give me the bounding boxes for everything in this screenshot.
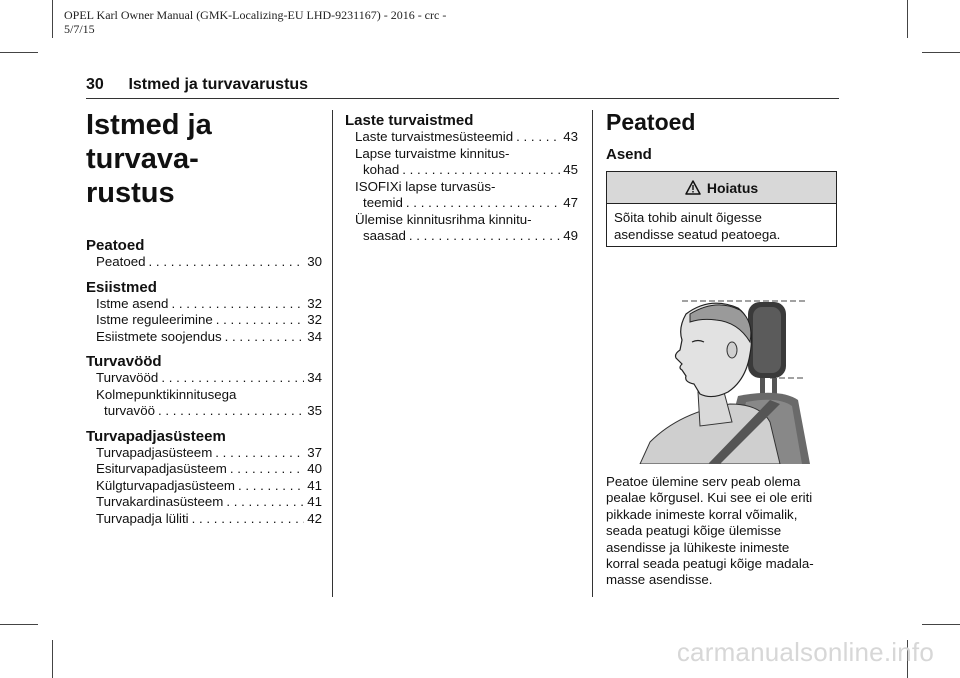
chapter-title-line2: rustus — [86, 177, 175, 209]
crop-mark — [922, 52, 960, 53]
paragraph-line: asendisse ja lühikeste inimeste — [606, 539, 790, 555]
toc-heading: Esiistmed — [86, 278, 157, 296]
paragraph-line: seada peatugi kõige ülemisse — [606, 523, 782, 539]
content-column — [606, 108, 838, 164]
toc-entry-label: Laste turvaistmesüsteemid — [355, 129, 514, 144]
toc-entry[interactable] — [345, 129, 578, 146]
toc-entry-page: 35 — [307, 403, 322, 418]
toc-entry-page: 34 — [307, 370, 322, 385]
head-restraint-illustration-icon — [620, 292, 810, 464]
toc-entry[interactable] — [86, 296, 322, 313]
chapter-title — [86, 108, 322, 210]
toc-entry-page: 32 — [307, 312, 322, 327]
toc-entry-page: 34 — [307, 328, 322, 344]
toc-entry-page: 37 — [307, 444, 322, 460]
toc-entry-page: 49 — [563, 228, 578, 243]
toc-entry-label: Turvapadjasüsteem — [96, 444, 213, 460]
toc-entry-page: 40 — [307, 461, 322, 476]
toc-entry[interactable] — [86, 254, 322, 271]
toc-entry-label: saasad — [363, 228, 406, 243]
toc-entry-label: Esiturvapadjasüsteem — [96, 461, 227, 476]
toc-entry-label: teemid — [363, 195, 403, 210]
toc-entry[interactable] — [86, 494, 322, 511]
toc-entry-first-line[interactable] — [345, 146, 578, 163]
toc-entry-label: Turvavööd — [96, 370, 159, 385]
toc-entry[interactable] — [86, 478, 322, 495]
toc-entry-label: Ülemise kinnitusrihma kinnitu- — [355, 211, 532, 227]
toc-entry-label: turvavöö — [104, 403, 155, 418]
leader-dots — [216, 312, 304, 329]
toc-heading: Turvavööd — [86, 353, 162, 370]
crop-mark — [52, 0, 53, 38]
leader-dots — [516, 129, 560, 146]
watermark: carmanualsonline.info — [676, 637, 934, 667]
toc-entry-label: Külgturvapadjasüsteem — [96, 477, 235, 493]
leader-dots — [238, 478, 304, 495]
toc-entry[interactable] — [86, 461, 322, 478]
leader-dots — [149, 254, 305, 271]
toc-heading: Turvapadjasüsteem — [86, 427, 226, 445]
toc-entry-first-line[interactable] — [86, 387, 322, 404]
leader-dots — [192, 511, 305, 528]
leader-dots — [406, 195, 560, 212]
page-heading — [86, 76, 308, 94]
paragraph-line: pikkade inimeste korral võimalik, — [606, 506, 798, 522]
head-restraint-illustration — [620, 292, 810, 464]
leader-dots — [161, 370, 304, 387]
leader-dots — [225, 329, 305, 346]
paragraph-line: korral seada peatugi kõige madala- — [606, 556, 814, 572]
toc-entry-label: Istme reguleerimine — [96, 312, 213, 327]
toc-heading: Peatoed — [86, 237, 145, 254]
paragraph-line: masse asendisse. — [606, 572, 713, 588]
toc-group — [86, 279, 322, 346]
leader-dots — [409, 228, 560, 245]
leader-dots — [215, 445, 304, 462]
warning-box — [606, 171, 837, 247]
warning-text-line: Sõita tohib ainult õigesse — [614, 210, 762, 225]
warning-text — [607, 204, 836, 249]
toc-group — [86, 428, 322, 528]
toc-entry[interactable] — [86, 403, 322, 420]
toc-entry-label: Turvakardinasüsteem — [96, 494, 224, 509]
toc-entry[interactable] — [345, 195, 578, 212]
paragraph-line: pealae kõrgusel. Kui see ei ole eriti — [606, 490, 813, 506]
toc-entry[interactable] — [86, 511, 322, 528]
leader-dots — [230, 461, 304, 478]
toc-column-1 — [86, 108, 322, 527]
crop-mark — [0, 52, 38, 53]
crop-mark — [907, 0, 908, 38]
toc-entry[interactable] — [86, 370, 322, 387]
toc-entry[interactable] — [86, 312, 322, 329]
toc-entry-page: 43 — [563, 129, 578, 144]
warning-triangle-icon — [685, 180, 701, 195]
toc-entry[interactable] — [345, 228, 578, 245]
toc-entry-first-line[interactable] — [345, 179, 578, 196]
toc-entry-page: 30 — [307, 254, 322, 269]
toc-entry-label: kohad — [363, 162, 400, 177]
toc-group — [86, 353, 322, 420]
toc-entry-page: 47 — [563, 195, 578, 210]
toc-entry-label: Kolmepunktikinnitusega — [96, 386, 237, 402]
page-number: 30 — [86, 76, 104, 93]
leader-dots — [226, 494, 304, 511]
toc-entry-page: 41 — [307, 494, 322, 509]
leader-dots — [158, 403, 304, 420]
toc-entry-first-line[interactable] — [345, 212, 578, 229]
toc-entry[interactable] — [86, 445, 322, 462]
toc-entry-page: 32 — [307, 295, 322, 311]
column-divider — [332, 110, 333, 597]
header-rule — [86, 98, 839, 99]
body-paragraph — [606, 474, 841, 589]
document-header-line2: 5/7/15 — [64, 22, 95, 36]
leader-dots — [171, 296, 304, 313]
toc-entry-label: Istme asend — [96, 295, 169, 311]
toc-entry[interactable] — [86, 329, 322, 346]
crop-mark — [52, 640, 53, 678]
subsection-heading: Asend — [606, 146, 652, 163]
column-divider — [592, 110, 593, 597]
toc-entry-label: ISOFIXi lapse turvasüs- — [355, 178, 496, 194]
crop-mark — [0, 624, 38, 625]
document-header-line1: OPEL Karl Owner Manual (GMK-Localizing-EU LHD-9231167) - 2016 - crc - — [64, 8, 447, 22]
warning-header — [607, 172, 836, 204]
toc-entry-label: Lapse turvaistme kinnitus- — [355, 145, 510, 161]
section-heading: Peatoed — [606, 109, 696, 135]
toc-entry-label: Peatoed — [96, 254, 146, 269]
chapter-title-line1: Istmed ja turvava- — [86, 109, 212, 175]
toc-group — [86, 237, 322, 271]
toc-heading: Laste turvaistmed — [345, 112, 474, 129]
toc-column-2 — [345, 112, 578, 245]
warning-text-line: asendisse seatud peatoega. — [614, 226, 781, 242]
toc-entry-page: 45 — [563, 162, 578, 177]
toc-entry-page: 41 — [307, 477, 322, 493]
document-header — [64, 8, 446, 36]
section-title: Istmed ja turvavarustus — [128, 76, 309, 93]
paragraph-line: Peatoe ülemine serv peab olema — [606, 474, 801, 489]
toc-entry-page: 42 — [307, 510, 322, 526]
toc-entry-label: Turvapadja lüliti — [96, 510, 189, 526]
crop-mark — [922, 624, 960, 625]
toc-entry-label: Esiistmete soojendus — [96, 328, 222, 344]
toc-entry[interactable] — [345, 162, 578, 179]
warning-title: Hoiatus — [706, 179, 759, 196]
leader-dots — [402, 162, 560, 179]
